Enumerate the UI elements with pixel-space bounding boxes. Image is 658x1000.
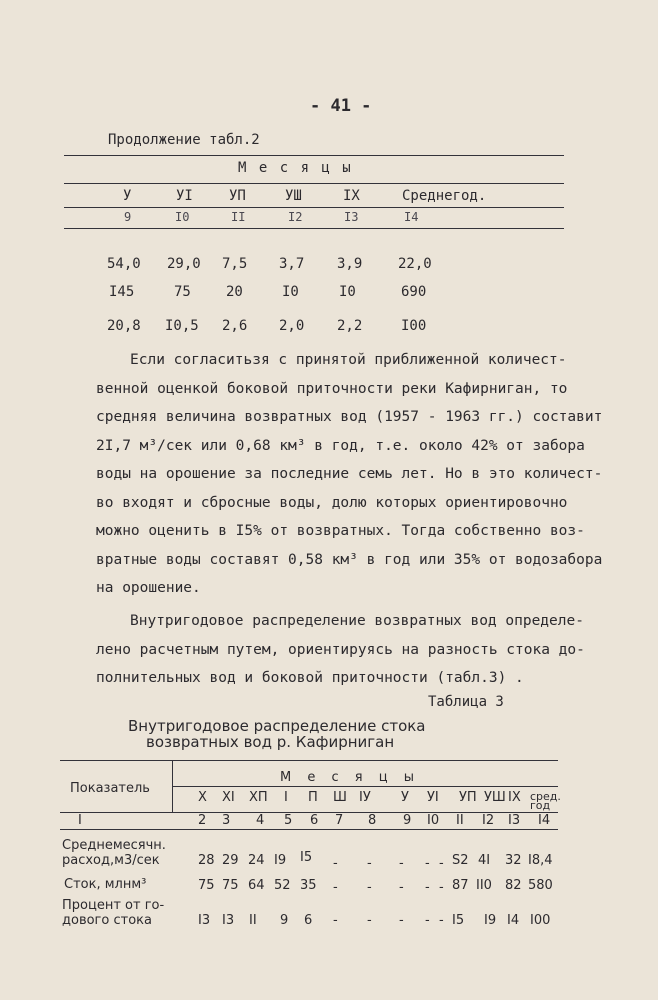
text-line: во входят и сбросные воды, долю которых ориентировочно (96, 494, 568, 511)
table2-cell: 54,0 (107, 256, 141, 272)
text-line: Внутригодовое распределение возвратных вод определе- (130, 613, 584, 629)
table3-column-header: I (284, 790, 288, 805)
table2-cell: 3,9 (337, 256, 363, 272)
body-paragraph-1 (96, 346, 602, 603)
table3-column-header: сред. год (530, 790, 561, 812)
table3-cell: I00 (530, 913, 551, 928)
table3-cell: 75 (222, 878, 239, 893)
text-line: средняя величина возвратных вод (1957 - 1963 гг.) составит (96, 409, 603, 425)
table3-cell: - (367, 856, 372, 871)
table3-cell: I4 (507, 913, 520, 928)
table3-column-number: 5 (284, 813, 293, 828)
table3-cell: I5 (300, 850, 313, 865)
table2-col-number: I2 (288, 210, 303, 224)
table2-header: УП (229, 188, 246, 204)
table3-title-line2: возвратных вод р. Кафирниган (146, 733, 395, 751)
table3-top-rule (60, 760, 558, 761)
table2-header-rule (64, 207, 564, 208)
table2-number-rule (64, 228, 564, 229)
table3-row-label: Сток, млнм³ (64, 877, 147, 892)
table3-cell: I9 (484, 913, 497, 928)
table3-column-number: I4 (538, 813, 551, 828)
table2-header: Среднегод. (402, 188, 487, 204)
table3-cell: - (425, 856, 430, 871)
table2-cell: I0 (282, 284, 299, 300)
table2-cell: 690 (401, 284, 427, 300)
text-line: лено расчетным путем, ориентируясь на разность стока до- (96, 641, 585, 658)
table2-header: УI (176, 188, 193, 204)
text-line: вратные воды составят 0,58 км³ в год или 35% от водозабора (96, 551, 603, 568)
table3-column-header: IУ (359, 790, 371, 805)
table2-cell: 2,6 (222, 318, 248, 334)
table3-column-number: 6 (310, 813, 319, 828)
table3-title-line1: Внутригодовое распределение стока (128, 717, 426, 735)
table2-sub-rule (64, 183, 564, 184)
table3-cell: S2 (452, 853, 469, 868)
table2-col-number: I3 (344, 210, 359, 224)
table3-row-label: дового стока (62, 913, 152, 928)
table2-cell: 22,0 (398, 256, 432, 272)
table3-label: Таблица 3 (428, 694, 504, 710)
table3-cell: - (399, 856, 404, 871)
table3-column-number: 9 (403, 813, 412, 828)
text-line: 2I,7 м³/сек или 0,68 км³ в год, т.е. около 42% от забора (96, 437, 585, 454)
table3-column-number: 2 (198, 813, 207, 828)
page-number: - 41 - (310, 96, 372, 116)
table3-column-header: П (308, 790, 318, 805)
table3-column-number: II (456, 813, 464, 828)
table2-col-number: II (231, 210, 246, 224)
table3-column-header: УШ (484, 790, 506, 805)
table3-row-label: Процент от го- (62, 898, 165, 913)
table3-months-header: М е с я ц ы (280, 770, 420, 785)
table3-cell: 6 (304, 913, 313, 928)
table2-cell: 20,8 (107, 318, 141, 334)
table3-column-header: XI (222, 790, 235, 805)
text-line: Если согласитьзя с принятой приближенной количест- (130, 352, 567, 368)
table3-number-rule (60, 829, 558, 830)
table2-top-rule (64, 155, 564, 156)
table3-column-number: 7 (335, 813, 344, 828)
table2-cell: 20 (226, 284, 243, 300)
table3-cell: II0 (476, 878, 492, 893)
table3-cell: - (439, 880, 444, 895)
table2-cell: I0 (339, 284, 356, 300)
table3-cell: II (249, 913, 257, 928)
table3-column-number: 3 (222, 813, 231, 828)
table3-cell: 4I (478, 853, 491, 868)
table3-cell: I8,4 (528, 853, 553, 868)
table3-cell: 82 (505, 878, 522, 893)
table2-header: IX (343, 188, 360, 204)
table3-column-number: 8 (368, 813, 377, 828)
table2-cell: I0,5 (165, 318, 199, 334)
table3-column-number: I2 (482, 813, 495, 828)
table3-cell: 28 (198, 853, 215, 868)
table2-cell: 29,0 (167, 256, 201, 272)
table3-cell: 75 (198, 878, 215, 893)
table3-column-number: I (78, 813, 82, 828)
table3-cell: 580 (528, 878, 553, 893)
table3-column-number: I0 (427, 813, 440, 828)
table3-sub-rule (172, 786, 558, 787)
body-paragraph-2 (96, 607, 585, 693)
table2-cell: 3,7 (279, 256, 305, 272)
table3-cell: - (367, 880, 372, 895)
table3-indicator-header: Показатель (70, 781, 150, 796)
table3-cell: 9 (280, 913, 289, 928)
text-line: можно оценить в I5% от возвратных. Тогда собственно воз- (96, 523, 585, 539)
text-line: полнительных вод и боковой приточности (табл.3) . (96, 670, 524, 686)
table2-header: УШ (285, 188, 302, 204)
table3-cell: - (425, 880, 430, 895)
table2-cell: 7,5 (222, 256, 248, 272)
table3-cell: 52 (274, 878, 291, 893)
table3-cell: - (439, 856, 444, 871)
text-line: воды на орошение за последние семь лет. Но в это количест- (96, 466, 603, 482)
table3-cell: - (333, 880, 338, 895)
table3-column-header: Ш (333, 790, 347, 805)
text-line: венной оценкой боковой приточности реки Кафирниган, то (96, 380, 568, 397)
table2-cell: 2,2 (337, 318, 363, 334)
table3-cell: 32 (505, 853, 522, 868)
text-line: на орошение. (96, 580, 201, 596)
table3-cell: - (425, 913, 430, 928)
table3-row-label: расход,м3/сек (62, 853, 160, 868)
table3-column-header: XП (249, 790, 268, 805)
table3-cell: 29 (222, 853, 239, 868)
table3-cell: - (333, 913, 338, 928)
table2-col-number: I4 (404, 210, 419, 224)
table3-row-label: Среднемесячн. (62, 838, 166, 853)
table3-cell: 87 (452, 878, 469, 893)
table3-cell: - (367, 913, 372, 928)
table3-cell: I5 (452, 913, 465, 928)
table3-column-number: 4 (256, 813, 265, 828)
table3-cell: - (333, 856, 338, 871)
table3-column-header: У (401, 790, 409, 805)
table2-col-number: I0 (175, 210, 190, 224)
table2-cell: 2,0 (279, 318, 305, 334)
table3-cell: - (399, 913, 404, 928)
table2-cell: I00 (401, 318, 427, 334)
table2-header: У (123, 188, 132, 204)
table2-caption: Продолжение табл.2 (108, 132, 260, 148)
table2-months-header: М е с я ц ы (238, 160, 353, 176)
table3-cell: I9 (274, 853, 287, 868)
table3-cell: - (439, 913, 444, 928)
table2-cell: 75 (174, 284, 191, 300)
table3-cell: I3 (198, 913, 211, 928)
table3-cell: 24 (248, 853, 265, 868)
table3-cell: 35 (300, 878, 317, 893)
table3-column-header: УП (459, 790, 477, 805)
table3-column-header: X (198, 790, 207, 805)
table3-cell: I3 (222, 913, 235, 928)
table3-cell: - (399, 880, 404, 895)
table2-cell: I45 (109, 284, 135, 300)
table3-column-header: IX (508, 790, 521, 805)
table2-col-number: 9 (124, 210, 132, 224)
table3-cell: 64 (248, 878, 265, 893)
table3-column-header: УI (427, 790, 439, 805)
table3-column-number: I3 (508, 813, 521, 828)
